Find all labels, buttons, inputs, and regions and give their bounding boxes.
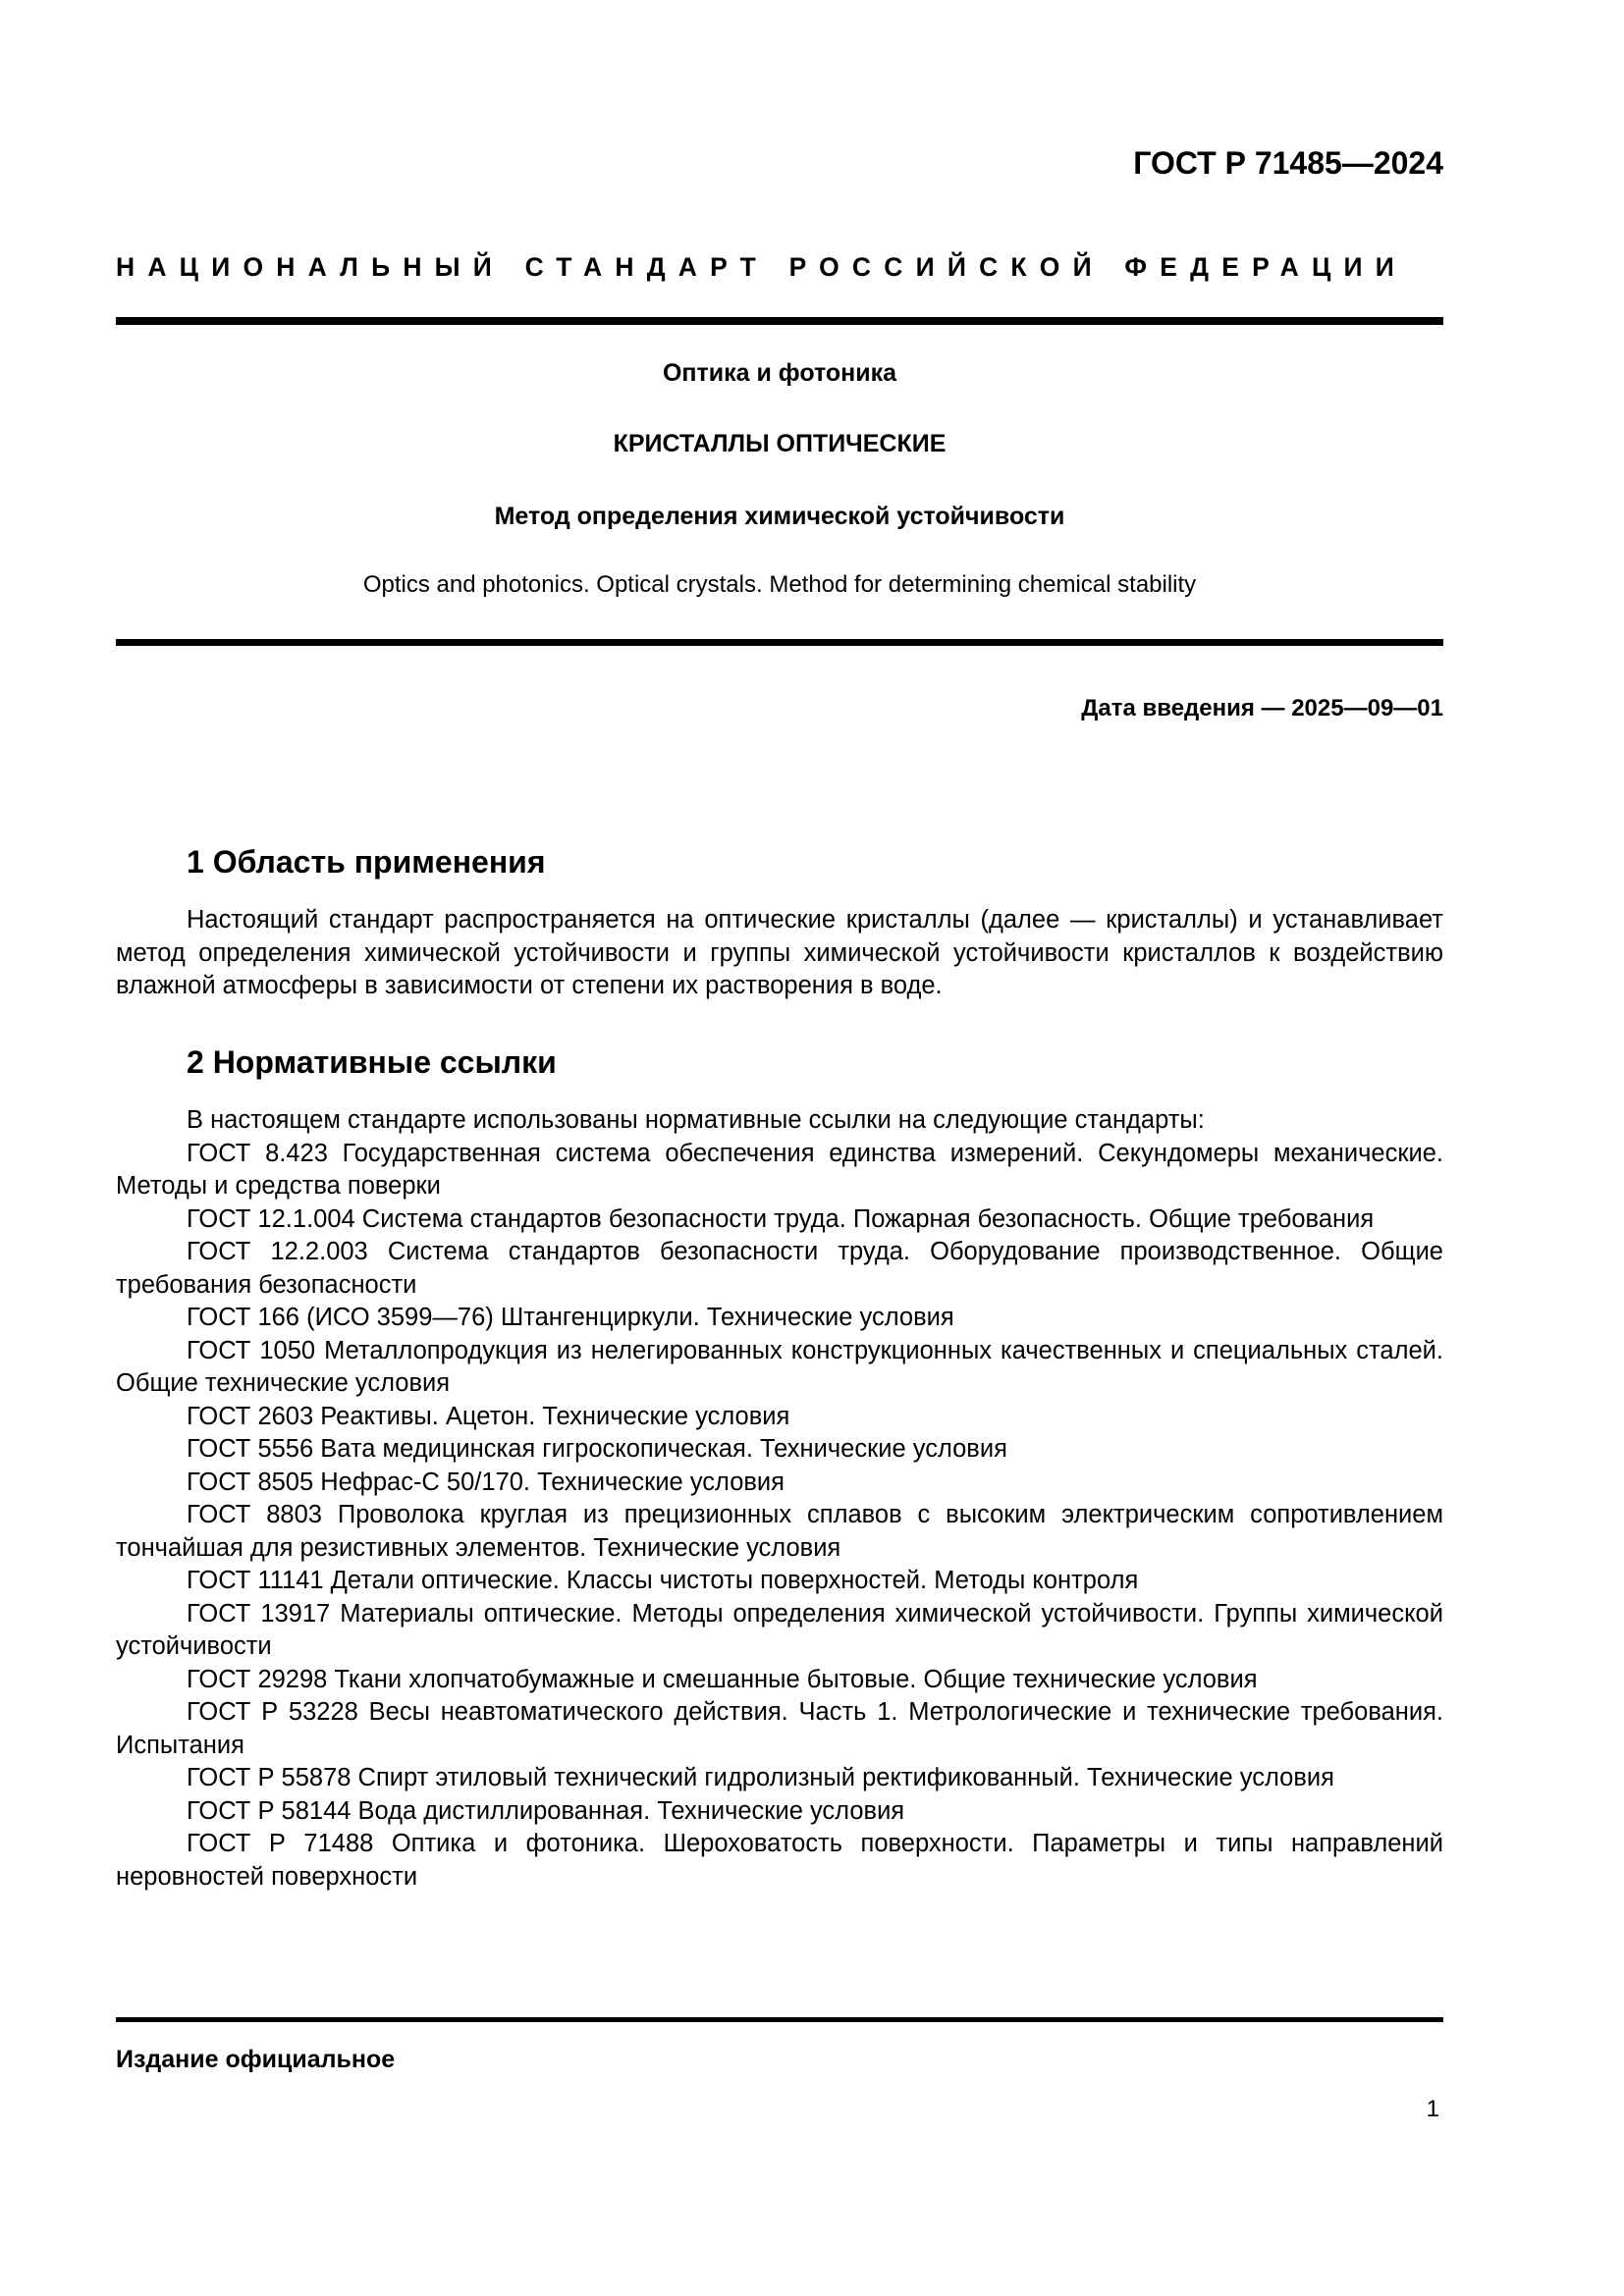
top-divider	[116, 317, 1443, 325]
reference-item: ГОСТ 13917 Материалы оптические. Методы определения химической устойчивости. Группы химической устойчивости	[116, 1599, 1443, 1660]
title-subject: КРИСТАЛЛЫ ОПТИЧЕСКИЕ	[613, 430, 947, 457]
title-method: Метод определения химической устойчивости	[494, 503, 1065, 530]
section-heading-references: 2 Нормативные ссылки	[187, 1044, 557, 1080]
reference-item: ГОСТ 12.2.003 Система стандартов безопасности труда. Оборудование производственное. Общие требования безопасности	[116, 1238, 1443, 1299]
english-title: Optics and photonics. Optical crystals. Method for determining chemical stability	[362, 571, 1197, 598]
reference-item: ГОСТ 8.423 Государственная система обеспечения единства измерений. Секундомеры механические. Методы и средства поверки	[116, 1139, 1443, 1200]
title-divider	[116, 639, 1443, 646]
section-heading-scope: 1 Область применения	[187, 844, 546, 880]
footer-divider	[116, 2017, 1443, 2022]
reference-item: ГОСТ Р 53228 Весы неавтоматического действия. Часть 1. Метрологические и технические требования. Испытания	[116, 1698, 1443, 1759]
scope-paragraph: Настоящий стандарт распространяется на оптические кристаллы (далее — кристаллы) и устанавливает метод определения химической устойчивости и группы химической устойчивости кристаллов к воздействию влажной атмосферы в зависимости от степени их растворения в воде.	[116, 906, 1443, 999]
reference-item: ГОСТ 8505 Нефрас-С 50/170. Технические условия	[187, 1468, 785, 1496]
reference-item: ГОСТ Р 71488 Оптика и фотоника. Шероховатость поверхности. Параметры и типы направлений неровностей поверхности	[116, 1830, 1443, 1891]
document-number: ГОСТ Р 71485—2024	[1133, 145, 1443, 181]
reference-item: ГОСТ Р 55878 Спирт этиловый технический гидролизный ректификованный. Технические условия	[187, 1764, 1334, 1791]
reference-item: ГОСТ 29298 Ткани хлопчатобумажные и смешанные бытовые. Общие технические условия	[187, 1665, 1258, 1693]
reference-item: ГОСТ 12.1.004 Система стандартов безопасности труда. Пожарная безопасность. Общие требования	[187, 1204, 1375, 1233]
introduction-date: Дата введения — 2025—09—01	[1081, 695, 1443, 721]
references-list	[116, 1104, 1443, 1894]
reference-item: ГОСТ 2603 Реактивы. Ацетон. Технические условия	[187, 1402, 790, 1430]
official-edition-label: Издание официальное	[116, 2046, 396, 2073]
scope-section	[116, 904, 1443, 1003]
reference-item: ГОСТ Р 58144 Вода дистиллированная. Технические условия	[187, 1796, 905, 1825]
national-standard-banner: НАЦИОНАЛЬНЫЙ СТАНДАРТ РОССИЙСКОЙ ФЕДЕРАЦИИ	[116, 252, 1408, 282]
reference-item: ГОСТ 5556 Вата медицинская гигроскопическая. Технические условия	[187, 1435, 1007, 1463]
page-number: 1	[1426, 2096, 1439, 2122]
reference-item: ГОСТ 166 (ИСО 3599—76) Штангенциркули. Технические условия	[187, 1304, 954, 1331]
reference-item: ГОСТ 8803 Проволока круглая из прецизионных сплавов с высоким электрическим сопротивлением тончайшая для резистивных элементов. Технические условия	[116, 1501, 1443, 1562]
title-field: Оптика и фотоника	[662, 359, 897, 387]
reference-item: ГОСТ 1050 Металлопродукция из нелегированных конструкционных качественных и специальных сталей. Общие технические условия	[116, 1336, 1443, 1397]
reference-item: ГОСТ 11141 Детали оптические. Классы чистоты поверхностей. Методы контроля	[187, 1567, 1139, 1594]
references-intro: В настоящем стандарте использованы нормативные ссылки на следующие стандарты:	[187, 1106, 1205, 1134]
